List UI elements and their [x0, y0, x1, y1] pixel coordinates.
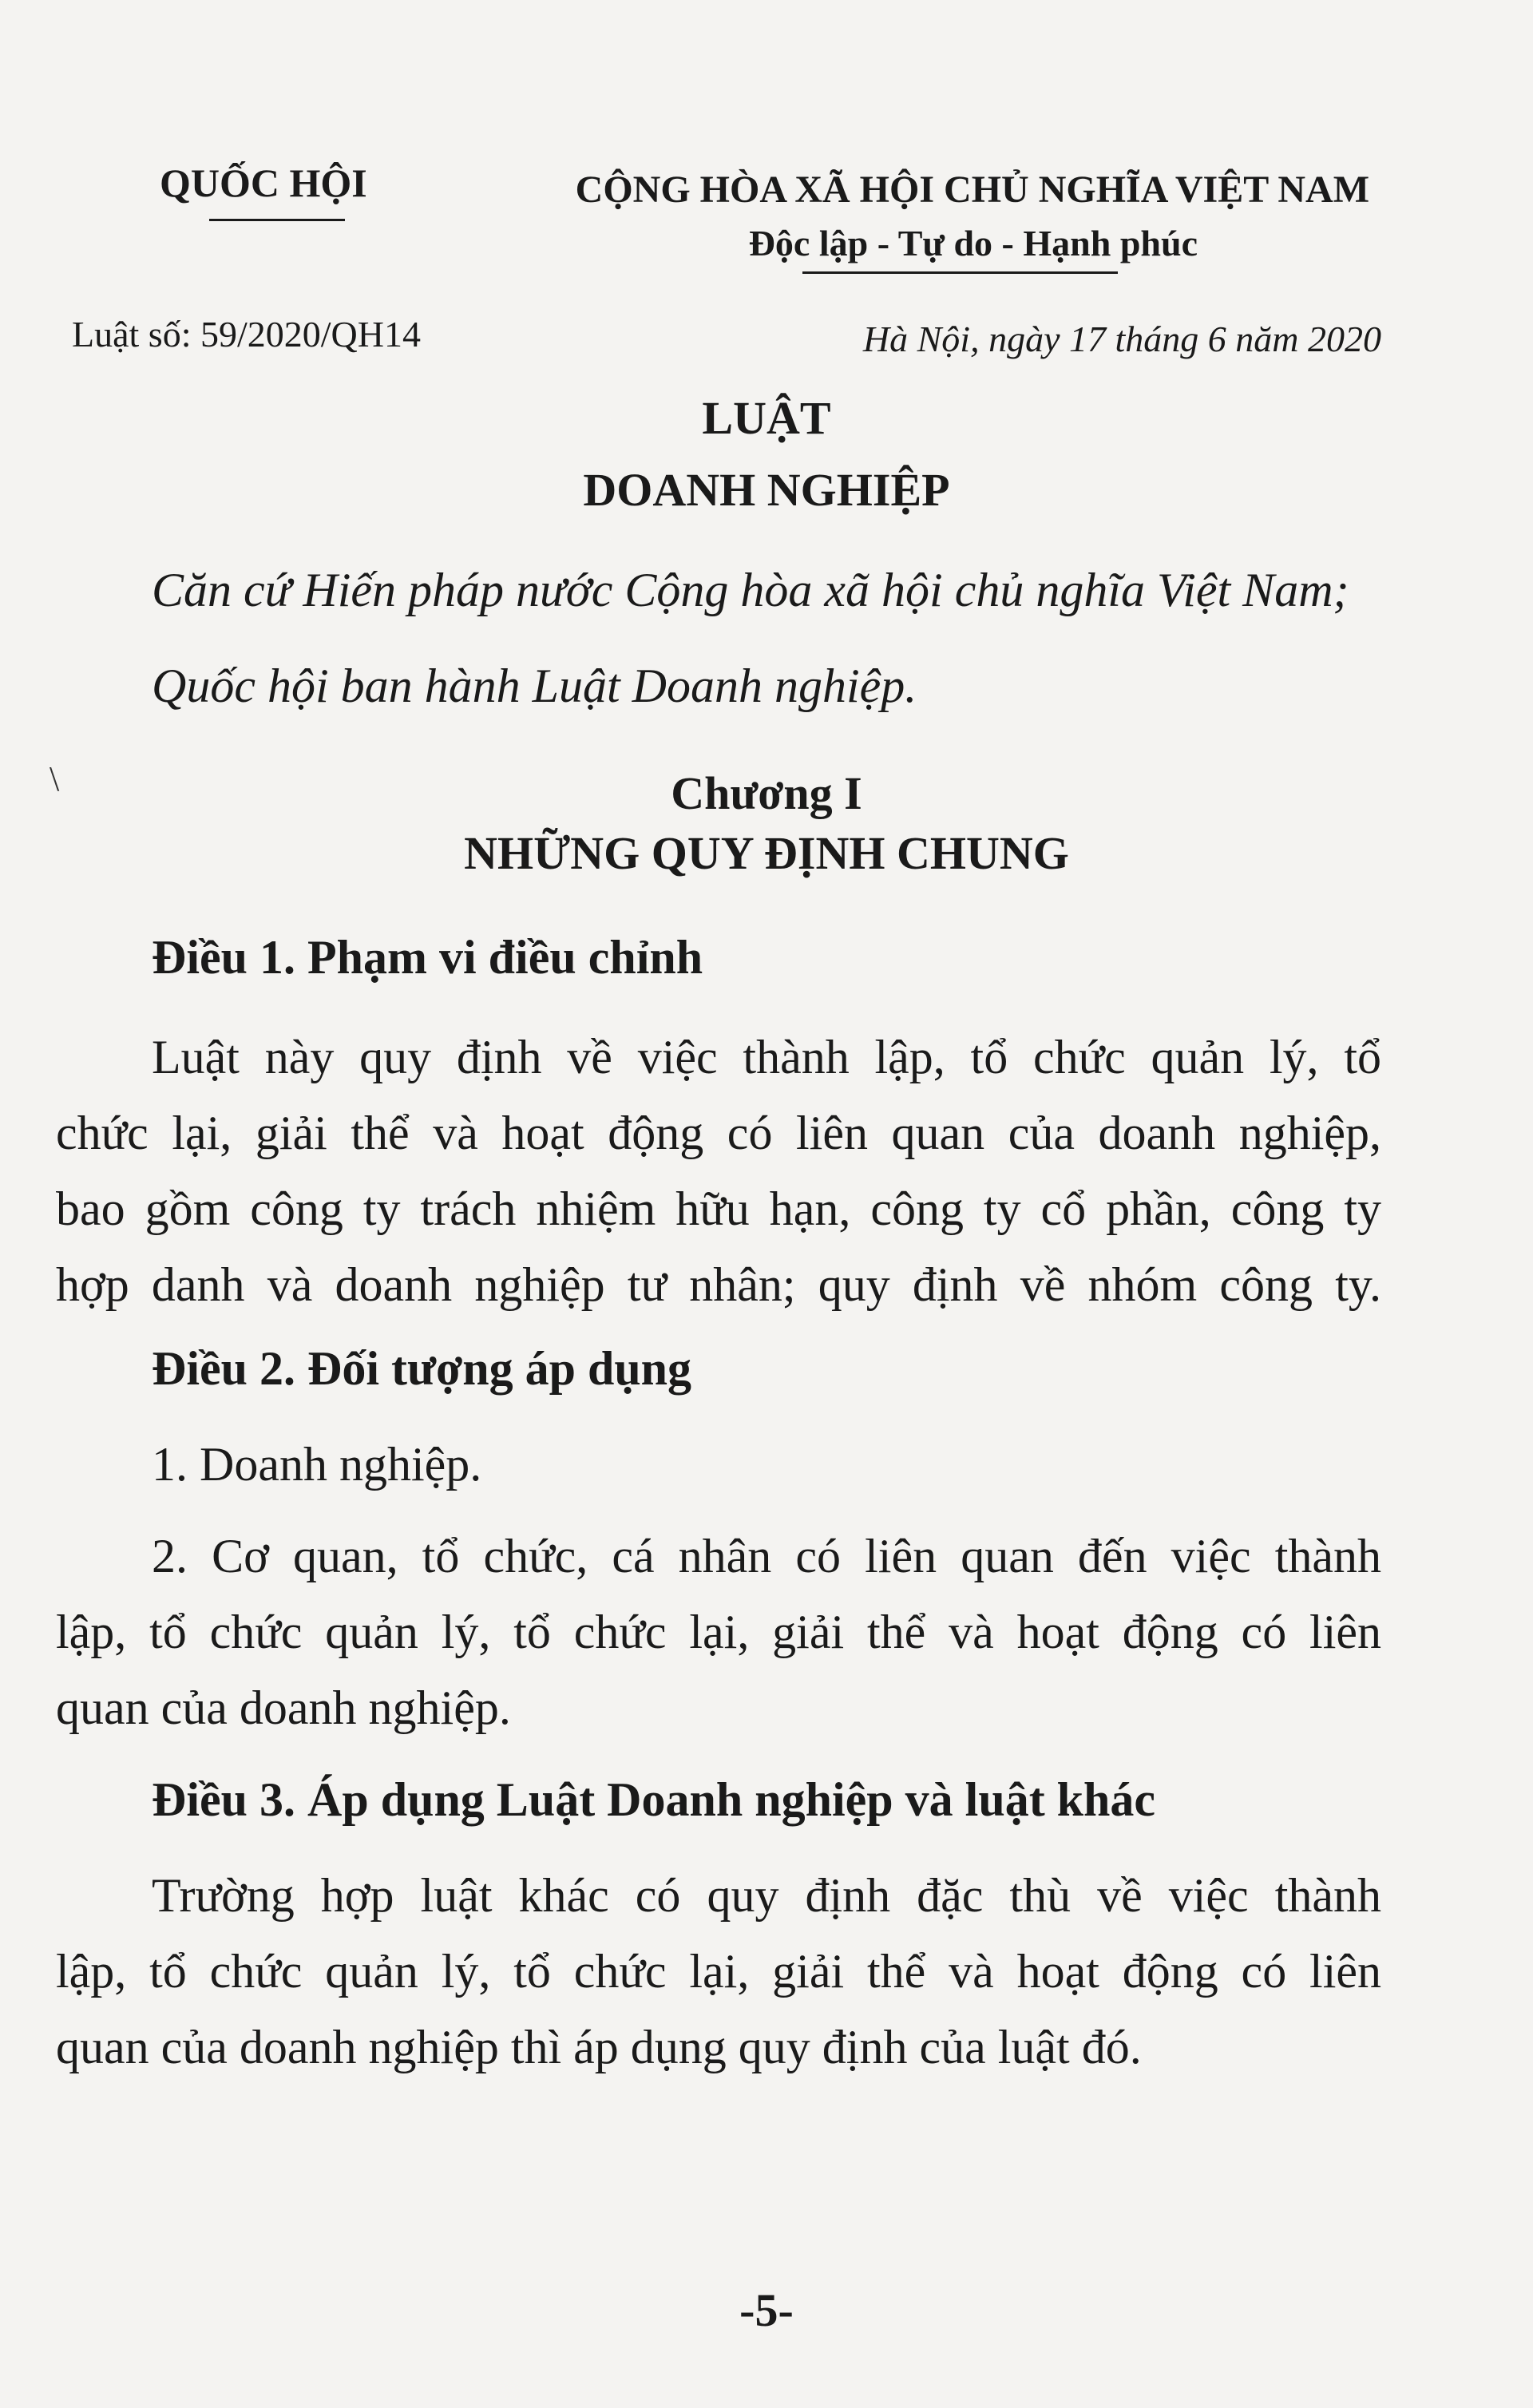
- article-text-line: 2. Cơ quan, tổ chức, cá nhân có liên quan đến việc thành: [152, 1530, 1381, 1582]
- article-text-line: lập, tổ chức quản lý, tổ chức lại, giải thể và hoạt động có liên: [56, 1945, 1381, 1998]
- article-text-line: bao gồm công ty trách nhiệm hữu hạn, công ty cổ phần, công ty: [56, 1182, 1381, 1235]
- law-name: DOANH NGHIỆP: [583, 464, 950, 516]
- chapter-title: NHỮNG QUY ĐỊNH CHUNG: [464, 827, 1069, 879]
- article-text-line: lập, tổ chức quản lý, tổ chức lại, giải thể và hoạt động có liên: [56, 1606, 1381, 1658]
- document-kind: LUẬT: [702, 392, 831, 444]
- issuing-organization: QUỐC HỘI: [160, 160, 367, 205]
- stray-mark: \: [50, 759, 60, 798]
- article-heading: Điều 3. Áp dụng Luật Doanh nghiệp và luật khác: [152, 1773, 1156, 1826]
- motto-underline: [802, 271, 1118, 274]
- article-heading: Điều 2. Đối tượng áp dụng: [152, 1342, 692, 1395]
- article-text-line: hợp danh và doanh nghiệp tư nhân; quy định về nhóm công ty.: [56, 1258, 1381, 1311]
- article-heading: Điều 1. Phạm vi điều chỉnh: [152, 931, 703, 984]
- preamble-line: Căn cứ Hiến pháp nước Cộng hòa xã hội chủ nghĩa Việt Nam;: [152, 564, 1349, 616]
- nation-name: CỘNG HÒA XÃ HỘI CHỦ NGHĨA VIỆT NAM: [575, 168, 1369, 211]
- national-motto: Độc lập - Tự do - Hạnh phúc: [748, 223, 1198, 263]
- preamble-line: Quốc hội ban hành Luật Doanh nghiệp.: [152, 659, 917, 712]
- article-text-line: chức lại, giải thể và hoạt động có liên quan của doanh nghiệp,: [56, 1107, 1381, 1159]
- law-number: Luật số: 59/2020/QH14: [72, 314, 421, 354]
- article-text-line: quan của doanh nghiệp.: [56, 1681, 511, 1734]
- article-text-line: Luật này quy định về việc thành lập, tổ chức quản lý, tổ: [152, 1031, 1381, 1083]
- page-number: -5-: [739, 2284, 794, 2336]
- article-text-line: Trường hợp luật khác có quy định đặc thù về việc thành: [152, 1869, 1381, 1922]
- place-date: Hà Nội, ngày 17 tháng 6 năm 2020: [862, 319, 1381, 359]
- article-text-line: quan của doanh nghiệp thì áp dụng quy định của luật đó.: [56, 2021, 1142, 2073]
- organization-underline: [209, 219, 345, 221]
- article-text-line: 1. Doanh nghiệp.: [152, 1438, 482, 1491]
- chapter-number: Chương I: [671, 767, 862, 819]
